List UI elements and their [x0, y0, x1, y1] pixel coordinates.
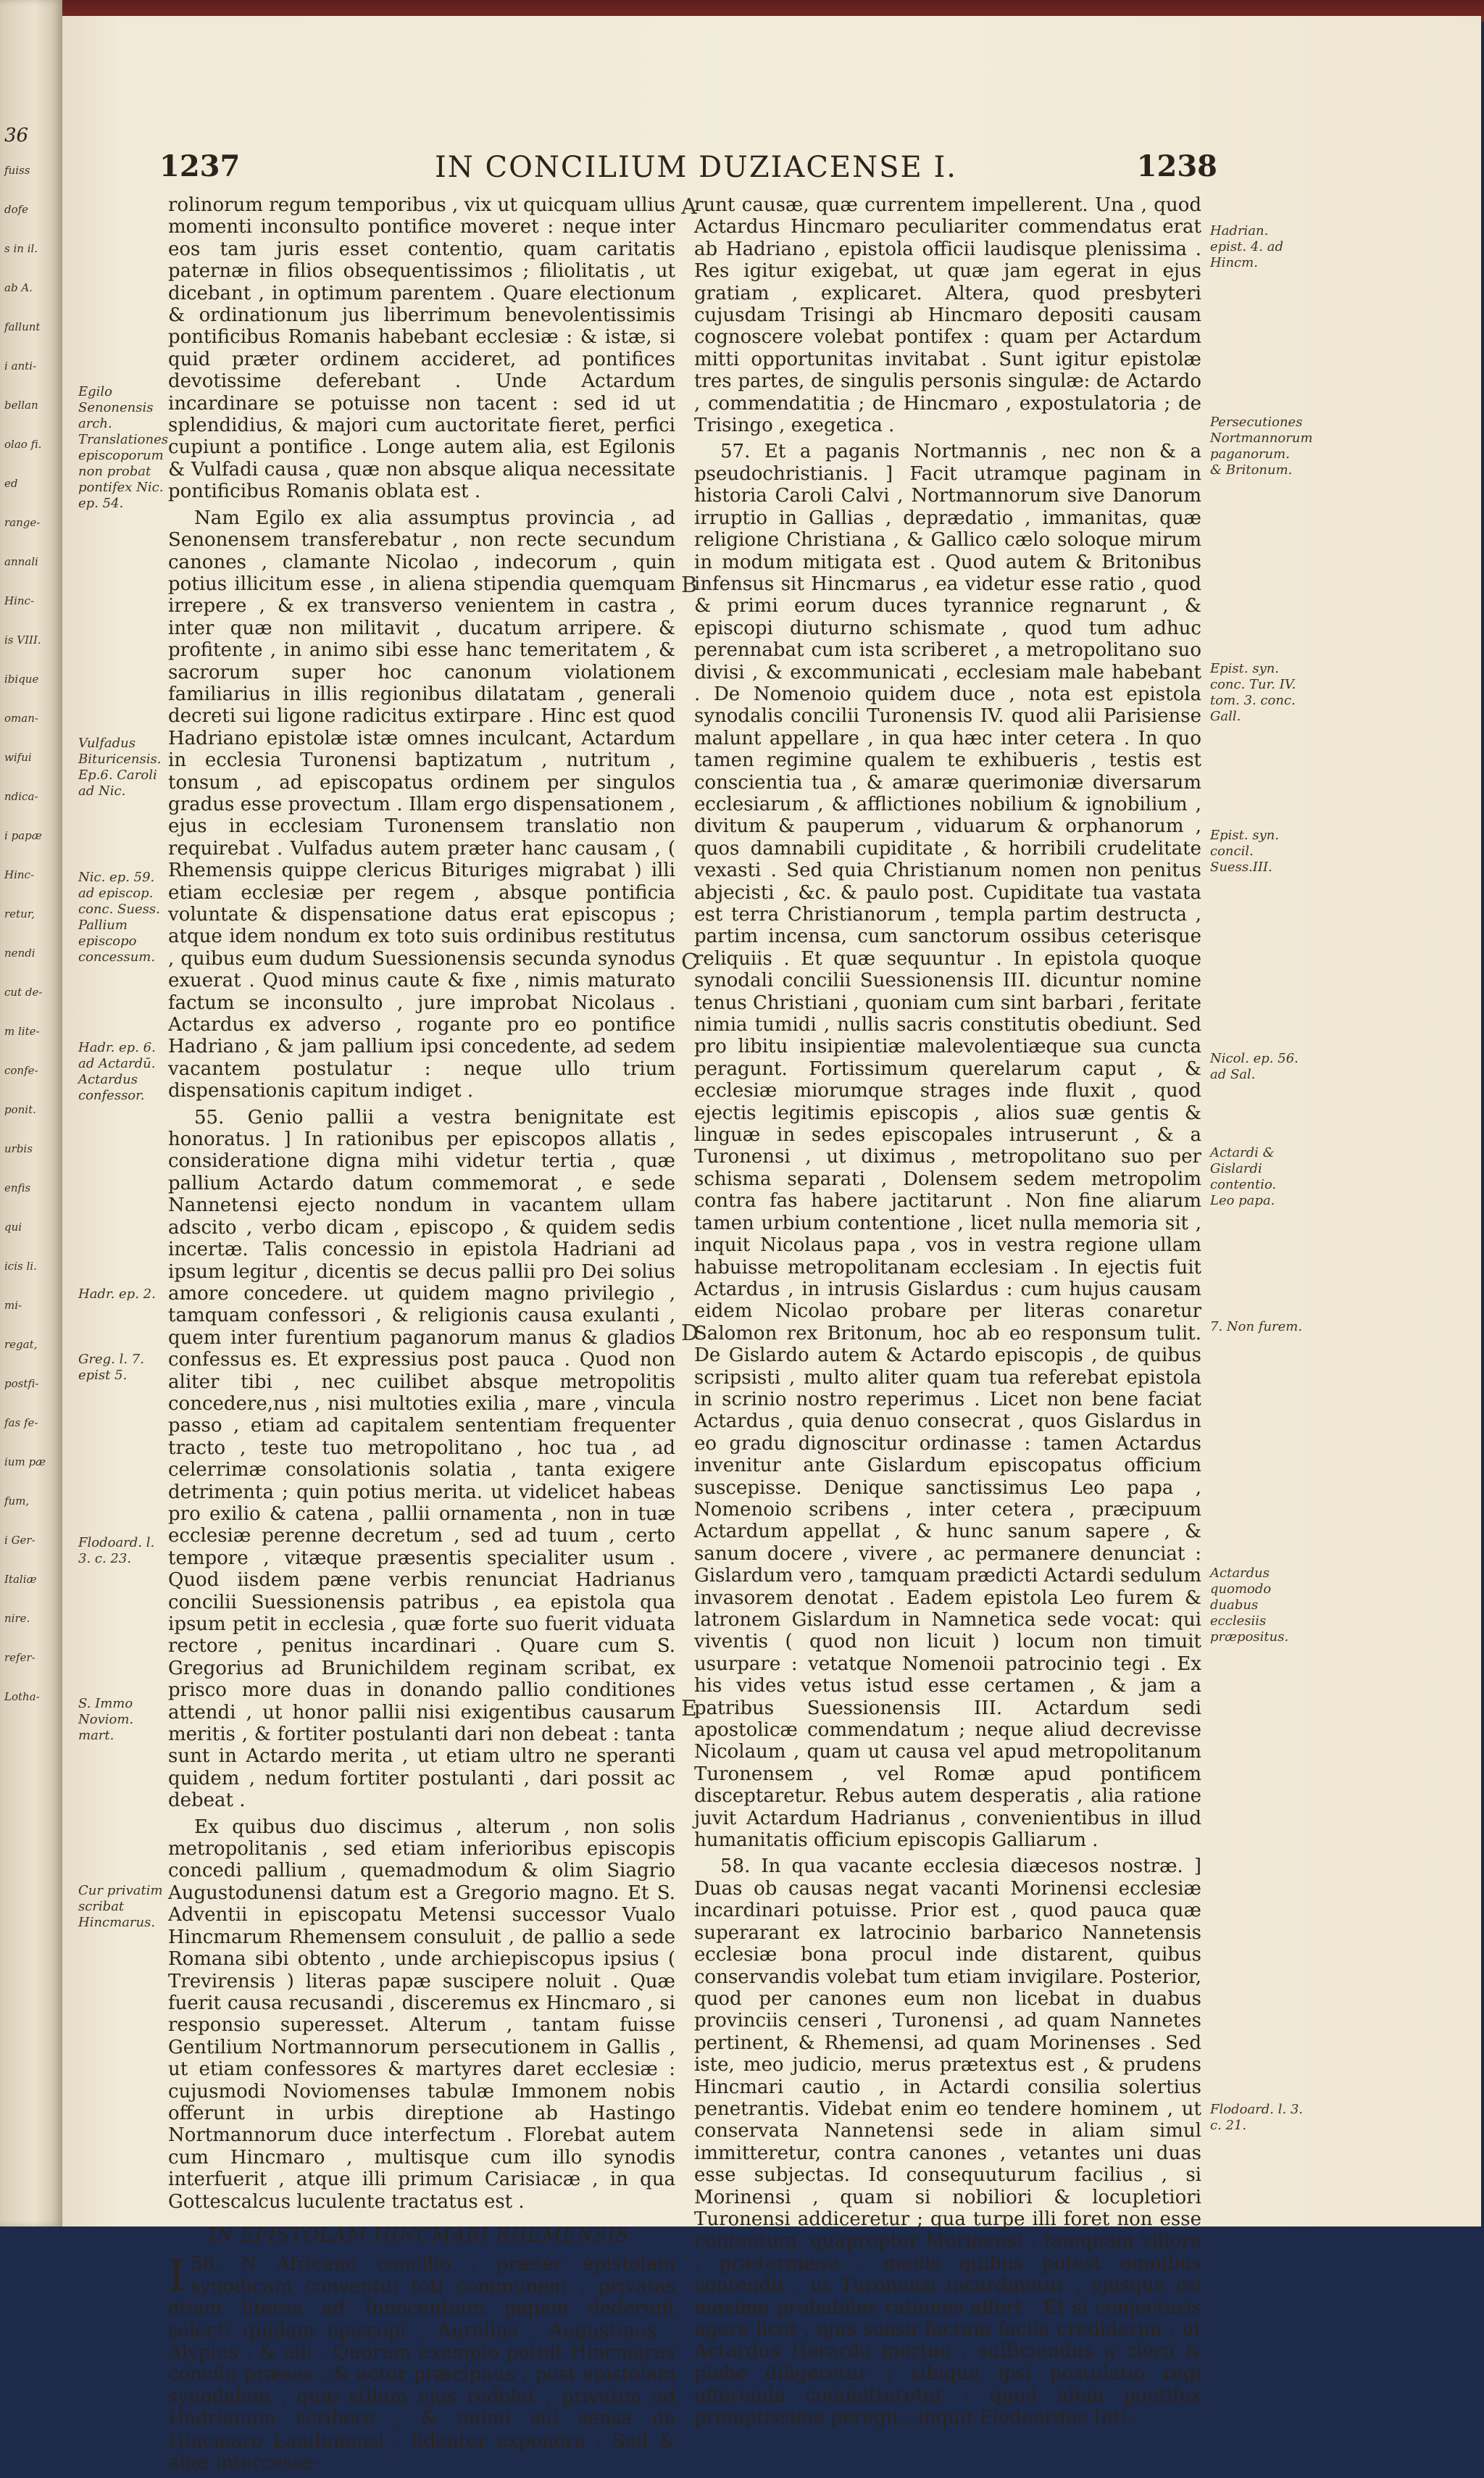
left-column — [168, 194, 675, 2478]
margin-note-left: Cur privatim scribat Hincmarus. — [78, 1883, 163, 1930]
margin-note-left: Hadr. ep. 2. — [78, 1286, 156, 1302]
facing-page-fragment: Hinc- — [4, 594, 35, 607]
section-letter-a: A — [681, 194, 697, 220]
facing-page-fragment: fum, — [4, 1494, 30, 1508]
section-letter-e: E — [681, 1696, 697, 1721]
paragraph: 58. In qua vacante ecclesia diæcesos nostræ. ] Duas ob causas negat vacanti Morinensi ecclesiæ incardinari potuisse. Prior est , quod pauca quæ superarant ex latrocinio barbarico Nannetensis ecclesiæ bona procul inde distarent, quibus conservandis volebat tum etiam invigilare. Posterior, quod per canones eum non licebat in duabus provinciis censeri , Turonensi , ad quam Nannetes pertinent, & Rhemensi, ad quam Morinenses . Sed iste, meo judicio, merus prætextus est , & prudens Hincmari cautio , in Actardi consilia solertius penetrantis. Videbat enim eo tendere hominem , ut conservata Nannetensi sede in aliam simul immitteretur, contra canones , vetantes uni duas esse subjectas. Id consequuturum facilius , si Morinensi , quam si nobiliori & locupletiori Turonensi addiceretur ; qua turpe illi foret non esse contentum. quapropter Morinensi , tamquam viliore , prætermissa , modis quibus potest omnibus contendit , ut Turonensi incardinetur , ejusque rei maxime probabiles rationes affert . Et si conjecturis agere licet , ejus suasu factum facile crediderim , ut Actardus Herardo mortuo , sufficiendus a clero & plebe diligeretur ; sibique ipsi postulatio regi offerenda committeretur : quod idem pontifex promptissime peregit , inquit Flodoardus Inti- — [694, 1855, 1201, 2429]
facing-page-fragment: s in il. — [4, 242, 38, 255]
margin-note-right: Nicol. ep. 56. ad Sal. — [1210, 1051, 1298, 1082]
facing-page-fragment: retur, — [4, 907, 36, 920]
margin-note-left: Egilo Senonensis arch. Translationes episcoporum non probat pontifex Nic. ep. 54. — [78, 384, 168, 511]
margin-note-right: 7. Non furem. — [1210, 1319, 1303, 1334]
running-header — [159, 149, 1217, 193]
facing-page-fragment: ponit. — [4, 1103, 36, 1116]
section-heading: IN EPISTOLAM HINCMARI RHEMENSIS. — [208, 2224, 635, 2246]
facing-page-fragment: postfi- — [4, 1377, 39, 1390]
paragraph: rolinorum regum temporibus , vix ut quicquam ullius momenti inconsulto pontifice moveret : neque inter eos tam juris esset contentio, quam caritatis paternæ in filios obsequentissimos ; filiolitatis , ut dicebant , in optimum parentem . Quare electionum & ordinationum jus liberrimum benevolentissimis pontificibus Romanis habebant ecclesiæ : & istæ, si quid præter ordinem accideret, ad pontifices devotissime deferebant . Unde Actardum incardinare se potuisse non tacent : sed id ut splendidius, & majori cum auctoritate fieret, perfici cupiunt a pontifice . Longe autem alia, est Egilonis & Vulfadi causa , quæ non absque aliqua necessitate pontificibus Romanis oblata est . — [168, 194, 675, 503]
facing-page-fragment: nendi — [4, 947, 36, 960]
facing-page-fragment: oman- — [4, 712, 38, 725]
facing-page-number: 36 — [4, 125, 29, 146]
facing-page-fragment: i Ger- — [4, 1534, 36, 1547]
facing-page-fragment: Hinc- — [4, 868, 35, 881]
facing-page-fragment: urbis — [4, 1142, 33, 1155]
facing-page-fragment: regat, — [4, 1338, 38, 1351]
facing-page-fragment: olao fi. — [4, 438, 42, 451]
facing-page-fragment: dofe — [4, 203, 29, 216]
facing-page-fragment: Italiæ — [4, 1573, 37, 1586]
running-title: IN CONCILIUM DUZIACENSE I. — [435, 151, 957, 184]
paragraph: Nam Egilo ex alia assumptus provincia , ad Senonensem transferebatur , non recte secundum canones , clamante Nicolao , indecorum , quin potius illicitum esse , in aliena stipendia quemquam irrepere , & ex transverso venientem in castra , inter quæ non militavit , ducatum arripere. & profitente , in animo sibi esse hanc temeritatem , & sacrorum super hoc canonum violationem familiarius in illis regionibus dilatatam , generali decreti sui ligone radicitus extirpare . Hinc est quod Hadriano epistolæ istæ omnes inculcant, Actardum in ecclesia Turonensi baptizatum , nutritum , tonsum , ad episcopatus ordinem per singulos gradus esse provectum . Illam ergo dispensationem , ejus in ecclesiam Turonensem translatio non requirebat . Vulfadus autem præter hanc causam , ( Rhemensis quippe clericus Bituriges migrabat ) illi etiam ecclesiæ per regem , absque pontificia voluntate & dispensatione datus erat episcopus ; atque idem nondum ex toto suis ordinibus restitutus , quibus eum dudum Suessionensis secunda synodus exuerat . Quod minus caute & fixe , nimis maturato factum se inconsulto , jure improbat Nicolaus . Actardus ex adverso , rogante pro eo pontifice Hadriano , & jam pallium ipsi concedente, ad sedem vacantem postulatur : neque ullo trium dispensationis capitum indiget . — [168, 507, 675, 1102]
facing-page-fragment: ibique — [4, 673, 39, 686]
margin-note-right: Flodoard. l. 3. c. 21. — [1210, 2102, 1304, 2133]
paragraph-56 — [168, 2253, 675, 2474]
facing-page-fragment: fas fe- — [4, 1416, 38, 1429]
facing-page-fragment: annali — [4, 555, 38, 568]
facing-page-fragment: fallunt — [4, 320, 41, 333]
margin-note-right: Epist. syn. concil. Suess.III. — [1210, 828, 1280, 875]
margin-note-right: Epist. syn. conc. Tur. IV. tom. 3. conc. Gall. — [1210, 661, 1296, 724]
facing-page-fragment: mi- — [4, 1299, 22, 1312]
page-number-left: 1237 — [159, 149, 241, 183]
facing-page-fragment: i anti- — [4, 359, 37, 373]
facing-page-edge — [0, 0, 62, 2227]
paragraph-text: N Africano concilio , præter epistolam synodicam conventui toti communem , privatas etiam literas ad Innocentium papam dederunt selecti quidam episcopi , Aurelius , Augustinus , Alypius , & alii . Quorum exemplo potuit Hincmarus concilii præses , & actor præcipuus , post epistolam synodalem , quæ stilum ejus redolet , privatim ad Hadrianum scribere , & animi sui sensa de Hincmaro Laudunensi , fidenter exponere . Sed & aliæ intercesse- — [168, 2253, 675, 2474]
drop-cap: I — [168, 2251, 185, 2301]
facing-page-fragment: cut de- — [4, 986, 43, 999]
facing-page-fragment: ab A. — [4, 281, 33, 294]
margin-note-right: Persecutiones Nortmannorum paganorum. & Britonum. — [1210, 415, 1313, 478]
facing-page-fragment: range- — [4, 516, 41, 529]
facing-page-fragment: i papæ — [4, 829, 42, 842]
facing-page-fragment: ium pæ — [4, 1455, 46, 1468]
margin-note-left: Nic. ep. 59. ad episcop. conc. Suess. Pallium episcopo concessum. — [78, 870, 160, 965]
facing-page-fragment: enfis — [4, 1181, 31, 1194]
paragraph: Ex quibus duo discimus , alterum , non solis metropolitanis , sed etiam inferioribus episcopis concedi pallium , quemadmodum & olim Siagrio Augustodunensi datum est a Gregorio magno. Et S. Adventii in episcopatu Metensi successor Vualo Hincmarum Rhemensem consuluit , de pallio a sede Romana sibi obtento , unde archiepiscopus ipsius ( Trevirensis ) literas papæ suscipere noluit . Quæ fuerit causa recusandi , disceremus ex Hincmaro , si responsio superesset. Alterum , tantam fuisse Gentilium Nortmannorum persecutionem in Gallis , ut etiam confessores & martyres daret ecclesiæ : cujusmodi Noviomenses tabulæ Immonem nobis offerunt in urbis direptione ab Hastingo Nortmannorum duce interfectum . Florebat autem cum Hincmaro , multisque cum illo synodis interfuerit , atque illi primum Carisiacæ , in qua Gottescalcus luculente tractatus est . — [168, 1816, 675, 2213]
facing-page-fragment: icis li. — [4, 1260, 37, 1273]
facing-page-fragment: wifui — [4, 751, 32, 764]
facing-page-fragment: bellan — [4, 399, 38, 412]
facing-page-fragment: Lotha- — [4, 1690, 40, 1703]
margin-note-left: Vulfadus Bituricensis. Ep.6. Caroli ad Nic. — [78, 736, 162, 799]
paragraph: 55. Genio pallii a vestra benignitate est honoratus. ] In rationibus per episcopos allatis , consideratione digna mihi videtur tertia , quæ pallium Actardo datum commemorat , e sede Nannetensi ejecto nondum in vacantem ullam adscito , verbo dicam , episcopo , & quidem sedis incertæ. Talis concessio in epistola Hadriani ad ipsum legitur , dicentis se decus pallii pro Dei solius amore concedere. ut quidem magno privilegio , tamquam confessori , & religionis causa exulanti , quem inter furentium paganorum manus & gladios confessus es. Et expressius post pauca . Quod non aliter tibi , nec cuilibet absque metropolitis concedere,nus , nisi multoties exilia , mare , vincula passo , etiam ad capitalem sententiam frequenter tracto , teste tuo metropolitano , hoc tua , ad celerrimæ consolationis solatia , tanta exigere detrimenta ; quin potius merita. ut videlicet habeas pro exilio & catena , pallii ornamenta , non in tuæ ecclesiæ perenne decretum , sed ad tuum , certo tempore , vitæque præsentis specialiter usum . Quod iisdem pæne verbis renunciat Hadrianus concilii Suessionensis patribus , ea epistola qua ipsum petit in ecclesia , quæ forte suo fuerit viduata rectore , penitus incardinari . Quare cum S. Gregorius ad Brunichildem reginam scribat, ex prisco more duas in donando pallio conditiones attendi , ut honor pallii nisi exigentibus causarum meritis , & fortiter postulanti dari non debeat : tanta sunt in Actardo merita , ut etiam ultro ne speranti quidem , nedum fortiter postulanti , dari possit ac debeat . — [168, 1106, 675, 1812]
margin-note-left: S. Immo Noviom. mart. — [78, 1696, 134, 1743]
note-number: 56. — [190, 2253, 221, 2276]
margin-note-right: Actardi & Gislardi contentio. Leo papa. — [1210, 1145, 1277, 1208]
facing-page-fragment: ed — [4, 477, 18, 490]
facing-page-fragment: fuiss — [4, 164, 30, 177]
margin-note-right: Hadrian. epist. 4. ad Hincm. — [1210, 223, 1283, 270]
margin-note-left: Greg. l. 7. epist 5. — [78, 1352, 144, 1383]
facing-page-fragment: m lite- — [4, 1025, 40, 1038]
margin-note-left: Flodoard. l. 3. c. 23. — [78, 1535, 155, 1566]
margin-note-left: Hadr. ep. 6. ad Actardū. Actardus confessor. — [78, 1040, 156, 1103]
right-column — [694, 194, 1201, 2433]
section-letter-c: C — [681, 949, 698, 975]
facing-page-fragment: confe- — [4, 1064, 38, 1077]
page-number-right: 1238 — [1136, 149, 1217, 183]
section-letter-d: D — [681, 1321, 699, 1346]
facing-page-fragment: is VIII. — [4, 633, 41, 646]
section-letter-b: B — [681, 573, 698, 598]
facing-page-fragment: qui — [4, 1221, 22, 1234]
facing-page-fragment: ndica- — [4, 790, 38, 803]
paragraph: 57. Et a paganis Nortmannis , nec non & a pseudochristianis. ] Facit utramque paginam in historia Caroli Calvi , Nortmannorum sive Danorum irruptio in Gallias , deprædatio , immanitas, quæ religione Christiana , & Gallico cælo soloque mirum in modum mitigata est . Quod autem & Britonibus infensus sit Hincmarus , ea videtur esse ratio , quod & primi eorum duces tyrannice regnarunt , & episcopi diuturno schismate , quod tum adhuc perennabat cum ista scriberet , a metropolitano suo divisi , & excommunicati , ecclesiam male habebant . De Nomenoio quidem duce , nota est epistola synodalis concilii Turonensis IV. quod alii Parisiense malunt appellare , in qua hæc inter cetera . In quo tamen regimine qualem te exhibueris , testis est conscientia tua , & amaræ querimoniæ diversarum ecclesiarum , & afflictiones nobilium & ignobilium , divitum & pauperum , viduarum & orphanorum , quos damnabili cupiditate , & horribili crudelitate vexasti . Sed quia Christianum nomen non penitus abjecisti , &c. & paulo post. Cupiditate tua vastata est terra Christianorum , templa partim destructa , partim incensa, cum sanctorum ossibus ceterisque reliquiis . Et quæ sequuntur . In epistola quoque synodali concilii Suessionensis III. dicuntur nomine tenus Christiani , quoniam cum sint barbari , feritate nimia tumidi , nullis sacris constitutis obediunt. Sed pro libitu insipientiæ malevolentiæque sua cuncta peragunt. Fortissimum querelarum caput , & ecclesiæ miorumque strages inde fluxit , quod ejectis legitimis episcopis , alios suæ gentis & linguæ in sedes episcopales intruserunt , & a Turonensi , ut diximus , metropolitano suo per schisma separati , Dolensem sedem metropolim contra fas habere jactitarunt . Non fine aliarum tamen urbium contentione , licet nulla memoria sit , inquit Nicolaus papa , vos in vestra regione ullam habuisse metropolitanam ecclesiam . In ejectis fuit Actardus , in intrusis Gislardus : cum hujus causam eidem Nicolao probare per literas conaretur Salomon rex Britonum, hoc ab eo responsum tulit. De Gislardo autem & Actardo episcopis , de quibus scripsisti , multo aliter quam tua referebat epistola in scrinio nostro reperimus . Licet non bene faciat Actardus , quia denuo consecrat , quos Gislardus in eo gradu dignoscitur ordinasse : tamen Actardus invenitur ante Gislardum episcopatus officium suscepisse. Denique sanctissimus Leo papa , Nomenoio scribens , inter cetera , præcipuum Actardum appellat , & hunc sanum sapere , & sanum docere , vivere , ac permanere denunciat : Gislardum vero , tamquam prædicti Actardi sedulum invasorem denotat . Eadem epistola Leo furem & latronem Gislardum in Namnetica sede vocat: qui viventis ( quod non licuit ) locum non timuit usurpare : vetatque Nomenoii patrocinio tegi . Ex his vides vetus istud esse certamen , & jam a patribus Suessionensis III. Actardum sedi apostolicæ commendatum ; neque aliud decrevisse Nicolaum , quam ut causa vel apud metropolitanum Turonensem , vel Romæ apud pontificem disceptaretur. Rebus autem desperatis , alia ratione juvit Actardum Hadrianus , convenientibus in illud humanitatis officium episcopis Galliarum . — [694, 441, 1201, 1852]
margin-note-right: Actardus quomodo duabus ecclesiis præpositus. — [1210, 1566, 1289, 1645]
paragraph: runt causæ, quæ currentem impellerent. Una , quod Actardus Hincmaro peculiariter commendatus erat ab Hadriano , epistola officii laudisque plenissima . Res igitur exigebat, ut quæ jam egerat in ejus gratiam , explicaret. Altera, quod presbyteri cujusdam Trisingi ab Hincmaro depositi causam cognoscere volebat pontifex : quam per Actardum mitti opportunitas invitabat . Sunt igitur epistolæ tres partes, de singulis personis singulæ: de Actardo , commendatitia ; de Hincmaro , expostulatoria ; de Trisingo , exegetica . — [694, 194, 1201, 437]
facing-page-fragment: refer- — [4, 1651, 36, 1664]
facing-page-fragment: nire. — [4, 1612, 30, 1625]
